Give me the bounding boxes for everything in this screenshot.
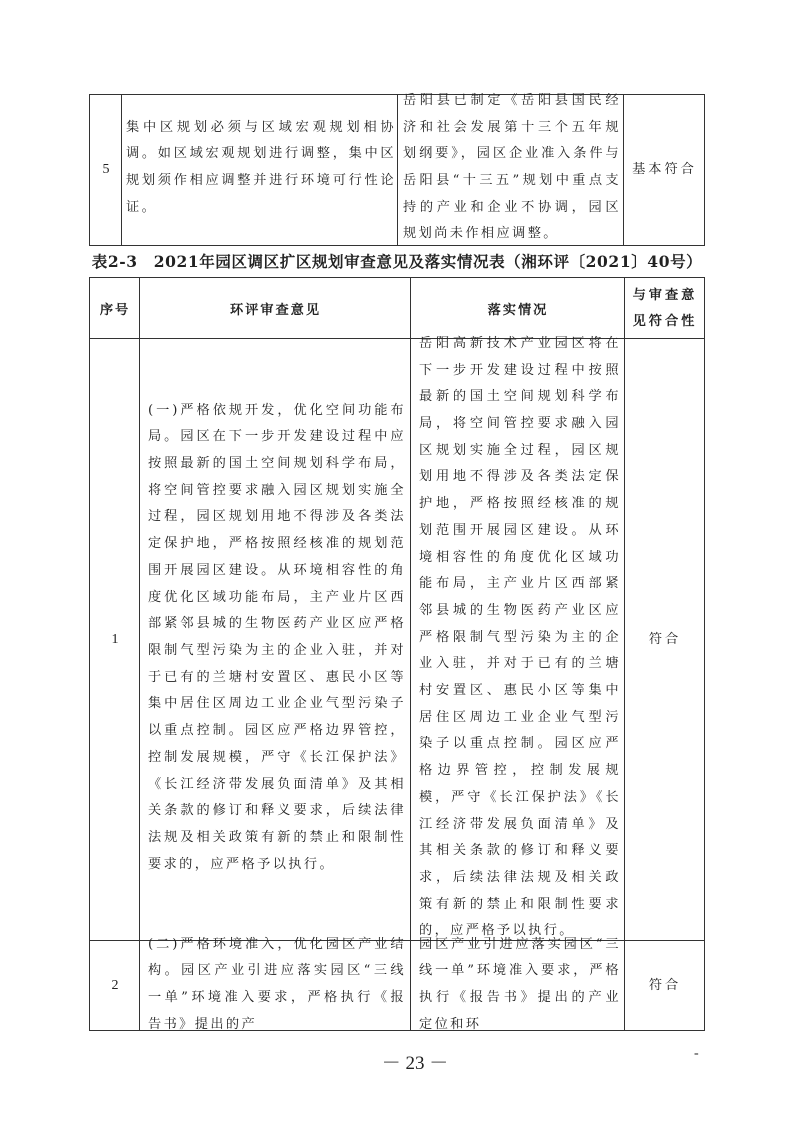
table-row-1-compliance [625, 339, 705, 941]
table-row-2-implementation [419, 936, 621, 1032]
header-implementation-text: 落实情况 [487, 303, 549, 318]
row-number-text: 5 [102, 162, 110, 177]
header-implementation [411, 278, 625, 339]
header-number [90, 278, 140, 339]
table-row-1-implementation [419, 335, 621, 941]
opinion-text: 集中区规划必须与区域宏观规划相协调。如区域宏观规划进行调整，集中区规划须作相应调整并进行环境可行性论证。 [126, 119, 396, 215]
header-number-text: 序号 [99, 303, 131, 318]
main-table [89, 277, 705, 1031]
table-row-1-number [90, 339, 140, 941]
previous-table [89, 94, 705, 246]
table-row-2-compliance [625, 941, 705, 1031]
table-row-5-compliance [624, 95, 705, 245]
implementation-text: 园区产业引进应落实园区“三线一单”环境准入要求，严格执行《报告书》提出的产业定位和环 [419, 936, 621, 1032]
table-row-2-number [90, 941, 140, 1031]
compliance-text: 基本符合 [632, 161, 697, 177]
header-compliance-text: 与审查意见符合性 [632, 287, 698, 329]
opinion-text: (一)严格依规开发，优化空间功能布局。园区在下一步开发建设过程中应按照最新的国土空间规划科学布局，将空间管控要求融入园区规划实施全过程，园区规划用地不得涉及各类法定保护地，严格按照经核准的规划范围开展园区建设。从环境相容性的角度优化区域功能布局，主产业片区西部紧邻县城的生物医药产业区应严格限制气型污染为主的企业入驻，并对于已有的兰塘村安置区、惠民小区等集中居住区周边工业企业气型污染子以重点控制。园区应严格边界管控，控制发展规模，严守《长江保护法》《长江经济带发展负面清单》及其相关条款的修订和释义要求，后续法律法规及相关政策有新的禁止和限制性要求的，应严格予以执行。 [148, 402, 406, 872]
row-number-text: 1 [111, 632, 119, 647]
table-title: 表2-3 2021年园区调区扩区规划审查意见及落实情况表（湘环评〔2021〕40号） [91, 252, 703, 271]
implementation-text: 岳阳高新技术产业园区将在下一步开发建设过程中按照最新的国土空间规划科学布局，将空间管控要求融入园区规划实施全过程，园区规划用地不得涉及各类法定保护地，严格按照经核准的规划范围开展园区建设。从环境相容性的角度优化区域功能布局，主产业片区西部紧邻县城的生物医药产业区应严格限制气型污染为主的企业入驻，并对于已有的兰塘村安置区、惠民小区等集中居住区周边工业企业气型污染子以重点控制。园区应严格边界管控，控制发展规模，严守《长江保护法》《长江经济带发展负面清单》及其相关条款的修订和释义要求，后续法律法规及相关政策有新的禁止和限制性要求的，应严格予以执行。 [419, 335, 621, 939]
compliance-text: 符合 [648, 977, 682, 993]
table-row-5-number [90, 95, 122, 245]
header-opinion [140, 278, 411, 339]
footer-mark: - [694, 1046, 699, 1061]
table-row-1-opinion [148, 339, 406, 941]
header-compliance [625, 278, 705, 339]
table-row-5-opinion [126, 95, 398, 245]
row-number-text: 2 [111, 978, 119, 993]
opinion-text: (二)严格环境准入，优化园区产业结构。园区产业引进应落实园区“三线一单”环境准入要求，严格执行《报告书》提出的产 [148, 936, 406, 1032]
compliance-text: 符合 [648, 631, 682, 647]
implementation-text: 岳阳县已制定《岳阳县国民经济和社会发展第十三个五年规划纲要》，园区企业准入条件与岳阳县“十三五”规划中重点支持的产业和企业不协调，园区规划尚未作相应调整。 [403, 92, 621, 242]
table-row-2-opinion [148, 936, 406, 1032]
table-row-5-implementation [403, 92, 621, 245]
page-number: － 23 － [381, 1053, 449, 1074]
header-opinion-text: 环评审查意见 [229, 303, 322, 318]
